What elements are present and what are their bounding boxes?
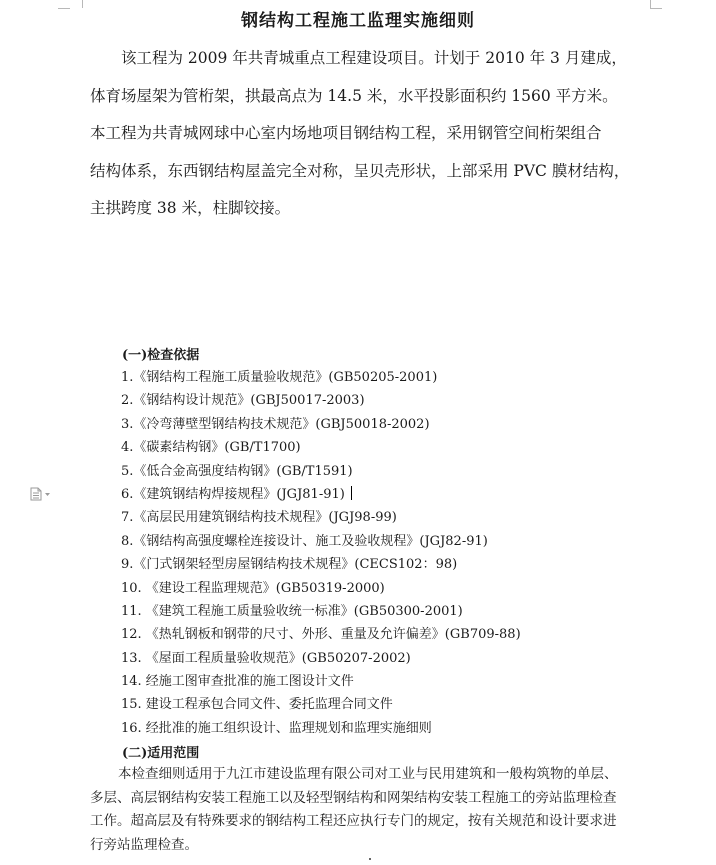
scope-line: 行旁站监理检查。 [90, 836, 198, 853]
list-item: 7.《高层民用建筑钢结构技术规程》(JGJ98-99) [121, 510, 397, 526]
text-cursor [351, 486, 352, 500]
list-item-text: 6.《建筑钢结构焊接规程》(JGJ81-91) [121, 486, 345, 502]
list-item-with-cursor [121, 483, 521, 506]
document-title: 钢结构工程施工监理实施细则 [241, 11, 475, 31]
section-heading-basis: (一)检查依据 [122, 348, 200, 363]
list-item: 14. 经施工图审查批准的施工图设计文件 [121, 674, 354, 690]
intro-line: 结构体系，东西钢结构屋盖完全对称，呈贝壳形状，上部采用 PVC 膜材结构， [90, 161, 630, 180]
basis-list[interactable] [121, 366, 521, 740]
list-item: 9.《门式钢架轻型房屋钢结构技术规程》(CECS102：98) [121, 557, 458, 573]
list-item: 11. 《建筑工程施工质量验收统一标准》(GB50300-2001) [121, 603, 463, 619]
list-item: 4.《碳素结构钢》(GB/T1700) [121, 440, 301, 456]
list-item: 2.《钢结构设计规范》(GBJ50017-2003) [121, 393, 365, 409]
intro-paragraph[interactable] [90, 40, 650, 228]
document-comment-icon[interactable] [30, 486, 52, 500]
list-item: 10. 《建设工程监理规范》(GB50319-2000) [121, 580, 385, 596]
list-item: 3.《冷弯薄壁型钢结构技术规范》(GBJ50018-2002) [121, 416, 430, 432]
section-heading-scope: (二)适用范围 [122, 746, 200, 761]
scope-line: 本检查细则适用于九江市建设监理有限公司对工业与民用建筑和一般构筑物的单层、 [118, 766, 618, 782]
list-item: 13. 《屋面工程质量验收规范》(GB50207-2002) [121, 650, 411, 666]
scope-line: 工作。超高层及有特殊要求的钢结构工程还应执行专门的规定，按有关规范和设计要求进 [90, 813, 617, 830]
intro-line: 主拱跨度 38 米，柱脚铰接。 [90, 199, 291, 217]
list-item: 1.《钢结构工程施工质量验收规范》(GB50205-2001) [121, 370, 438, 385]
list-item: 12. 《热轧钢板和钢带的尺寸、外形、重量及允许偏差》(GB709-88) [121, 627, 521, 643]
intro-line: 体育场屋架为管桁架，拱最高点为 14.5 米，水平投影面积约 1560 平方米。 [90, 86, 618, 105]
list-item: 15. 建设工程承包合同文件、委托监理合同文件 [121, 697, 393, 713]
stray-mark [369, 858, 371, 860]
scope-paragraph[interactable] [90, 763, 650, 857]
scope-line: 多层、高层钢结构安装工程施工以及轻型钢结构和网架结构安装工程施工的旁站监理检查 [90, 789, 617, 806]
list-item: 16. 经批准的施工组织设计、监理规划和监理实施细则 [121, 720, 432, 736]
list-item: 8.《钢结构高强度螺栓连接设计、施工及验收规程》(JGJ82-91) [121, 533, 488, 549]
intro-line: 该工程为 2009 年共青城重点工程建设项目。计划于 2010 年 3 月建成， [121, 49, 627, 67]
list-item: 5.《低合金高强度结构钢》(GB/T1591) [121, 463, 353, 479]
intro-line: 本工程为共青城网球中心室内场地项目钢结构工程，采用钢管空间桁架组合 [90, 124, 602, 142]
